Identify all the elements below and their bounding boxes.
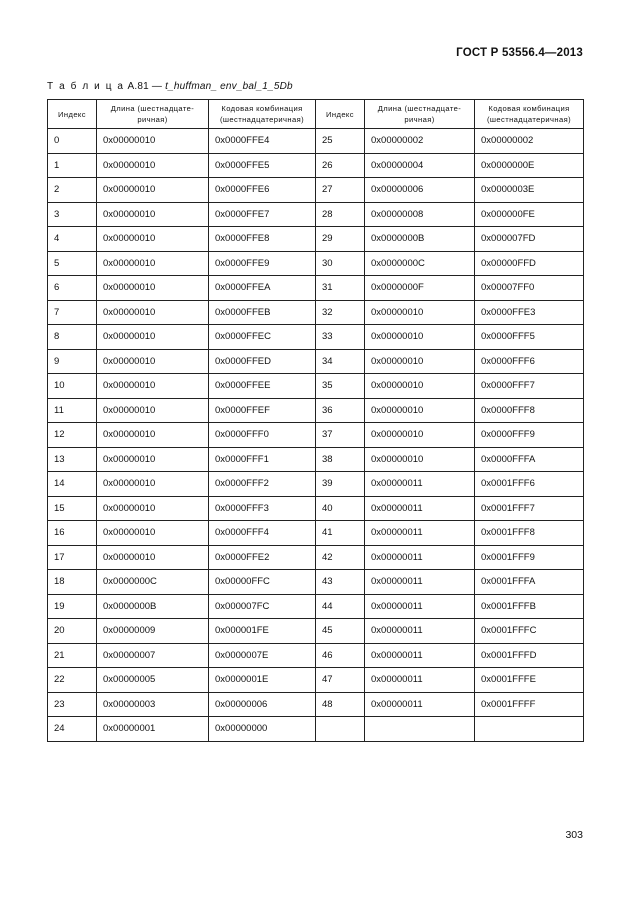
- cell-code: 0x0000FFEA: [209, 276, 316, 301]
- cell-index: 3: [48, 202, 97, 227]
- cell-code: 0x0000FFE5: [209, 153, 316, 178]
- table-row: [48, 643, 584, 668]
- header-code: Кодовая комбинация (шестнадцатеричная): [209, 100, 316, 129]
- cell-length-2: 0x00000002: [365, 129, 475, 154]
- cell-index: 19: [48, 594, 97, 619]
- cell-index-2: 28: [316, 202, 365, 227]
- document-standard-header: ГОСТ Р 53556.4—2013: [456, 47, 583, 59]
- cell-code: 0x0000FFE9: [209, 251, 316, 276]
- cell-code-2: 0x0001FFF6: [475, 472, 584, 497]
- cell-length-2: 0x0000000B: [365, 227, 475, 252]
- cell-length-2: 0x00000010: [365, 374, 475, 399]
- cell-code-2: 0x0001FFFD: [475, 643, 584, 668]
- cell-code: 0x00000000: [209, 717, 316, 742]
- cell-length-2: 0x00000011: [365, 521, 475, 546]
- cell-length: 0x00000010: [97, 472, 209, 497]
- caption-prefix: Т а б л и ц а: [47, 81, 125, 92]
- header-index-2: Индекс: [316, 100, 365, 129]
- cell-code-2: 0x0001FFF9: [475, 545, 584, 570]
- cell-index: 11: [48, 398, 97, 423]
- cell-code: 0x0000001E: [209, 668, 316, 693]
- cell-code-2: 0x0001FFFF: [475, 692, 584, 717]
- cell-index: 21: [48, 643, 97, 668]
- cell-code-2: 0x0000FFF7: [475, 374, 584, 399]
- cell-code: 0x0000FFE4: [209, 129, 316, 154]
- cell-length: 0x00000009: [97, 619, 209, 644]
- cell-index-2: 47: [316, 668, 365, 693]
- cell-code-2: 0x0000FFF8: [475, 398, 584, 423]
- table-row: [48, 594, 584, 619]
- cell-length: 0x00000007: [97, 643, 209, 668]
- cell-code-2: 0x000000FE: [475, 202, 584, 227]
- cell-code: 0x0000FFF2: [209, 472, 316, 497]
- table-row: [48, 325, 584, 350]
- cell-length: 0x00000010: [97, 521, 209, 546]
- cell-index-2: 35: [316, 374, 365, 399]
- cell-index-2: 38: [316, 447, 365, 472]
- table-row: [48, 153, 584, 178]
- cell-code-2: 0x0001FFFC: [475, 619, 584, 644]
- table-row: [48, 619, 584, 644]
- cell-length: 0x00000010: [97, 496, 209, 521]
- cell-index: 17: [48, 545, 97, 570]
- cell-length-2: 0x00000010: [365, 423, 475, 448]
- cell-index: 10: [48, 374, 97, 399]
- cell-code-2: 0x00000FFD: [475, 251, 584, 276]
- cell-length-2: 0x00000010: [365, 398, 475, 423]
- cell-length: 0x00000005: [97, 668, 209, 693]
- table-row: [48, 349, 584, 374]
- cell-index-2: 36: [316, 398, 365, 423]
- table-row: [48, 423, 584, 448]
- cell-length: 0x00000010: [97, 447, 209, 472]
- cell-index-2: 43: [316, 570, 365, 595]
- table-row: [48, 545, 584, 570]
- huffman-table: [47, 99, 584, 742]
- cell-length-2: 0x00000011: [365, 692, 475, 717]
- cell-length-2: [365, 717, 475, 742]
- table-row: [48, 692, 584, 717]
- cell-code-2: 0x0000003E: [475, 178, 584, 203]
- cell-length: 0x00000010: [97, 545, 209, 570]
- table-row: [48, 447, 584, 472]
- cell-length-2: 0x00000011: [365, 496, 475, 521]
- cell-code: 0x0000FFF1: [209, 447, 316, 472]
- cell-code: 0x0000FFE6: [209, 178, 316, 203]
- cell-index: 13: [48, 447, 97, 472]
- cell-length: 0x00000010: [97, 227, 209, 252]
- cell-code-2: 0x0001FFF7: [475, 496, 584, 521]
- cell-index: 24: [48, 717, 97, 742]
- header-length: Длина (шестнадцате-ричная): [97, 100, 209, 129]
- cell-code: 0x00000006: [209, 692, 316, 717]
- caption-number: А.81 —: [124, 81, 166, 92]
- cell-index: 8: [48, 325, 97, 350]
- table-row: [48, 129, 584, 154]
- cell-length-2: 0x00000011: [365, 472, 475, 497]
- cell-length-2: 0x00000011: [365, 619, 475, 644]
- cell-index-2: 40: [316, 496, 365, 521]
- cell-index-2: 48: [316, 692, 365, 717]
- cell-index: 0: [48, 129, 97, 154]
- table-row: [48, 398, 584, 423]
- cell-code-2: 0x000007FD: [475, 227, 584, 252]
- cell-code: 0x000001FE: [209, 619, 316, 644]
- cell-code: 0x000007FC: [209, 594, 316, 619]
- cell-index: 7: [48, 300, 97, 325]
- cell-length-2: 0x00000011: [365, 570, 475, 595]
- cell-length: 0x00000010: [97, 300, 209, 325]
- cell-index-2: 39: [316, 472, 365, 497]
- table-header-row: [48, 100, 584, 129]
- cell-length-2: 0x00000010: [365, 325, 475, 350]
- table-row: [48, 251, 584, 276]
- cell-code-2: 0x0000000E: [475, 153, 584, 178]
- cell-code-2: 0x0001FFFA: [475, 570, 584, 595]
- cell-index-2: 32: [316, 300, 365, 325]
- cell-index: 23: [48, 692, 97, 717]
- cell-code: 0x0000007E: [209, 643, 316, 668]
- header-code-2: Кодовая комбинация (шестнадцатеричная): [475, 100, 584, 129]
- table-row: [48, 668, 584, 693]
- cell-code-2: 0x00000002: [475, 129, 584, 154]
- table-row: [48, 202, 584, 227]
- cell-code: 0x0000FFF4: [209, 521, 316, 546]
- table-row: [48, 717, 584, 742]
- cell-code-2: 0x0000FFF9: [475, 423, 584, 448]
- cell-code: 0x0000FFEC: [209, 325, 316, 350]
- table-row: [48, 570, 584, 595]
- cell-length-2: 0x0000000C: [365, 251, 475, 276]
- cell-code: 0x0000FFED: [209, 349, 316, 374]
- table-row: [48, 374, 584, 399]
- table-row: [48, 276, 584, 301]
- cell-index-2: 27: [316, 178, 365, 203]
- cell-code: 0x0000FFF3: [209, 496, 316, 521]
- cell-code-2: 0x0001FFF8: [475, 521, 584, 546]
- cell-length-2: 0x00000010: [365, 447, 475, 472]
- cell-length-2: 0x00000011: [365, 668, 475, 693]
- cell-code: 0x0000FFEF: [209, 398, 316, 423]
- table-row: [48, 521, 584, 546]
- cell-length: 0x00000010: [97, 251, 209, 276]
- cell-length-2: 0x00000011: [365, 545, 475, 570]
- header-index: Индекс: [48, 100, 97, 129]
- cell-code-2: 0x0000FFE3: [475, 300, 584, 325]
- cell-length: 0x00000010: [97, 398, 209, 423]
- cell-index-2: 37: [316, 423, 365, 448]
- cell-index-2: 31: [316, 276, 365, 301]
- cell-length: 0x00000010: [97, 153, 209, 178]
- cell-length-2: 0x00000010: [365, 349, 475, 374]
- cell-code: 0x0000FFEE: [209, 374, 316, 399]
- cell-length: 0x00000010: [97, 349, 209, 374]
- cell-length: 0x00000010: [97, 178, 209, 203]
- caption-table-name: t_huffman_ env_bal_1_5Db: [165, 81, 293, 92]
- cell-length: 0x0000000B: [97, 594, 209, 619]
- page-number: 303: [565, 829, 583, 841]
- cell-index-2: 41: [316, 521, 365, 546]
- cell-code-2: 0x0001FFFE: [475, 668, 584, 693]
- cell-index: 15: [48, 496, 97, 521]
- cell-code-2: 0x00007FF0: [475, 276, 584, 301]
- cell-index-2: 44: [316, 594, 365, 619]
- cell-index-2: 46: [316, 643, 365, 668]
- cell-length: 0x00000010: [97, 374, 209, 399]
- cell-code-2: 0x0001FFFB: [475, 594, 584, 619]
- cell-code: 0x0000FFE7: [209, 202, 316, 227]
- cell-index: 18: [48, 570, 97, 595]
- cell-index: 20: [48, 619, 97, 644]
- cell-index-2: 29: [316, 227, 365, 252]
- cell-code-2: 0x0000FFF5: [475, 325, 584, 350]
- cell-index: 2: [48, 178, 97, 203]
- table-row: [48, 178, 584, 203]
- cell-index-2: [316, 717, 365, 742]
- cell-index-2: 33: [316, 325, 365, 350]
- cell-index-2: 25: [316, 129, 365, 154]
- cell-index: 1: [48, 153, 97, 178]
- table-row: [48, 472, 584, 497]
- cell-index: 5: [48, 251, 97, 276]
- cell-length: 0x0000000C: [97, 570, 209, 595]
- cell-length-2: 0x00000011: [365, 643, 475, 668]
- table-row: [48, 496, 584, 521]
- cell-length: 0x00000001: [97, 717, 209, 742]
- cell-index: 9: [48, 349, 97, 374]
- cell-index: 12: [48, 423, 97, 448]
- table-row: [48, 300, 584, 325]
- cell-index: 14: [48, 472, 97, 497]
- cell-index: 4: [48, 227, 97, 252]
- cell-code-2: 0x0000FFF6: [475, 349, 584, 374]
- cell-code: 0x0000FFE8: [209, 227, 316, 252]
- cell-length-2: 0x00000011: [365, 594, 475, 619]
- cell-length: 0x00000010: [97, 423, 209, 448]
- cell-length: 0x00000003: [97, 692, 209, 717]
- header-length-2: Длина (шестнадцате-ричная): [365, 100, 475, 129]
- cell-length: 0x00000010: [97, 325, 209, 350]
- cell-code-2: 0x0000FFFA: [475, 447, 584, 472]
- cell-length-2: 0x0000000F: [365, 276, 475, 301]
- cell-index: 16: [48, 521, 97, 546]
- cell-index: 22: [48, 668, 97, 693]
- cell-index-2: 34: [316, 349, 365, 374]
- cell-length: 0x00000010: [97, 276, 209, 301]
- table-row: [48, 227, 584, 252]
- table-caption: [47, 81, 293, 92]
- cell-length-2: 0x00000008: [365, 202, 475, 227]
- cell-code: 0x0000FFE2: [209, 545, 316, 570]
- cell-length: 0x00000010: [97, 129, 209, 154]
- cell-index: 6: [48, 276, 97, 301]
- cell-code: 0x00000FFC: [209, 570, 316, 595]
- cell-code: 0x0000FFF0: [209, 423, 316, 448]
- cell-code: 0x0000FFEB: [209, 300, 316, 325]
- cell-index-2: 45: [316, 619, 365, 644]
- cell-length-2: 0x00000006: [365, 178, 475, 203]
- cell-index-2: 30: [316, 251, 365, 276]
- cell-index-2: 42: [316, 545, 365, 570]
- cell-length-2: 0x00000004: [365, 153, 475, 178]
- cell-length-2: 0x00000010: [365, 300, 475, 325]
- cell-code-2: [475, 717, 584, 742]
- cell-index-2: 26: [316, 153, 365, 178]
- cell-length: 0x00000010: [97, 202, 209, 227]
